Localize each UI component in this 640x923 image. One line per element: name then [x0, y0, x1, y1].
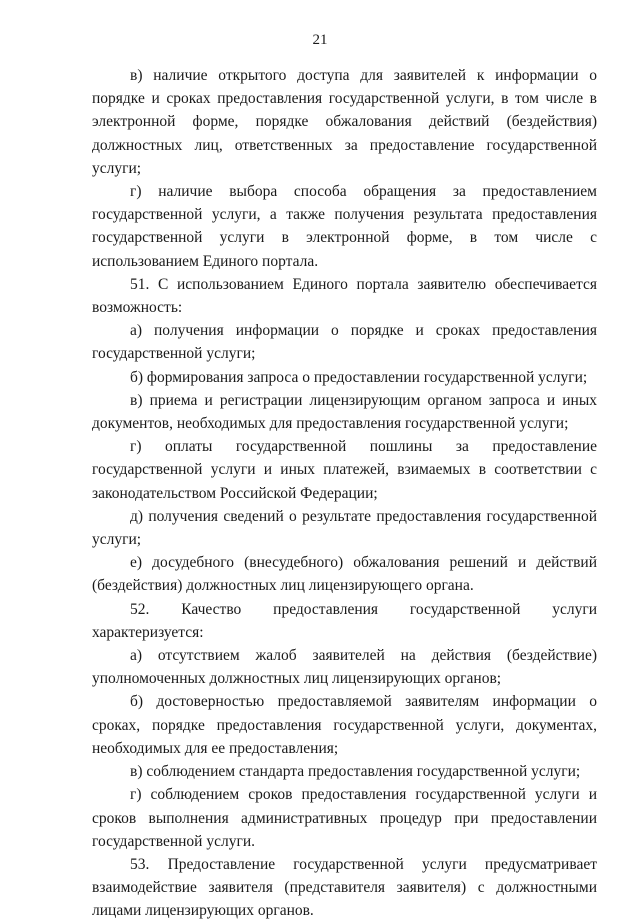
paragraph-52-item-v: в) соблюдением стандарта предоставления государственной услуги; — [130, 763, 581, 781]
paragraph-52-item-a: а) отсутствием жалоб заявителей на действия (бездействие) уполномоченных должностных лиц лицензирующих органов; — [92, 647, 597, 688]
paragraph-51-item-b: б) формирования запроса о предоставлении государственной услуги; — [130, 368, 588, 386]
paragraph-52: 52. Качество предоставления государственной услуги характеризуется: — [92, 600, 597, 641]
paragraph-51-item-d: д) получения сведений о результате предоставления государственной услуги; — [92, 507, 597, 549]
paragraph-51-item-e: е) досудебного (внесудебного) обжалования решений и действий (бездействия) должностных лиц лицензирующего органа. — [92, 554, 597, 595]
paragraph-52-item-b: б) достоверностью предоставляемой заявителям информации о сроках, порядке предоставления государственной услуги, документах, необходимых для ее предоставления; — [92, 693, 597, 757]
paragraph-51-item-g: г) оплаты государственной пошлины за предоставление государственной услуги и иных платежей, взимаемых в соответствии с законодательством Российской Федерации; — [92, 438, 597, 502]
page-number: 21 — [312, 32, 328, 48]
paragraph-53: 53. Предоставление государственной услуги предусматривает взаимодействие заявителя (представителя заявителя) с должностными лицами лицензирующих органов. — [92, 855, 597, 920]
paragraph-51-item-a: а) получения информации о порядке и сроках предоставления государственной услуги; — [92, 322, 597, 363]
paragraph-51-item-v: в) приема и регистрации лицензирующим органом запроса и иных документов, необходимых для предоставления государственной услуги; — [92, 391, 597, 433]
document-body — [92, 64, 597, 923]
paragraph-item-g-choice: г) наличие выбора способа обращения за предоставлением государственной услуги, а также получения результата предоставления государственной услуги в электронной форме, в том числе с использованием Единого портала. — [92, 183, 597, 270]
paragraph-item-v-open-access: в) наличие открытого доступа для заявителей к информации о порядке и сроках предоставления государственной услуги, в том числе в электронной форме, порядке обжалования действий (бездействия) должностных лиц, ответственных за предоставление государственной услуги; — [92, 67, 597, 177]
paragraph-52-item-g: г) соблюдением сроков предоставления государственной услуги и сроков выполнения административных процедур при предоставлении государственной услуги. — [92, 786, 597, 850]
paragraph-51: 51. С использованием Единого портала заявителю обеспечивается возможность: — [92, 275, 597, 317]
